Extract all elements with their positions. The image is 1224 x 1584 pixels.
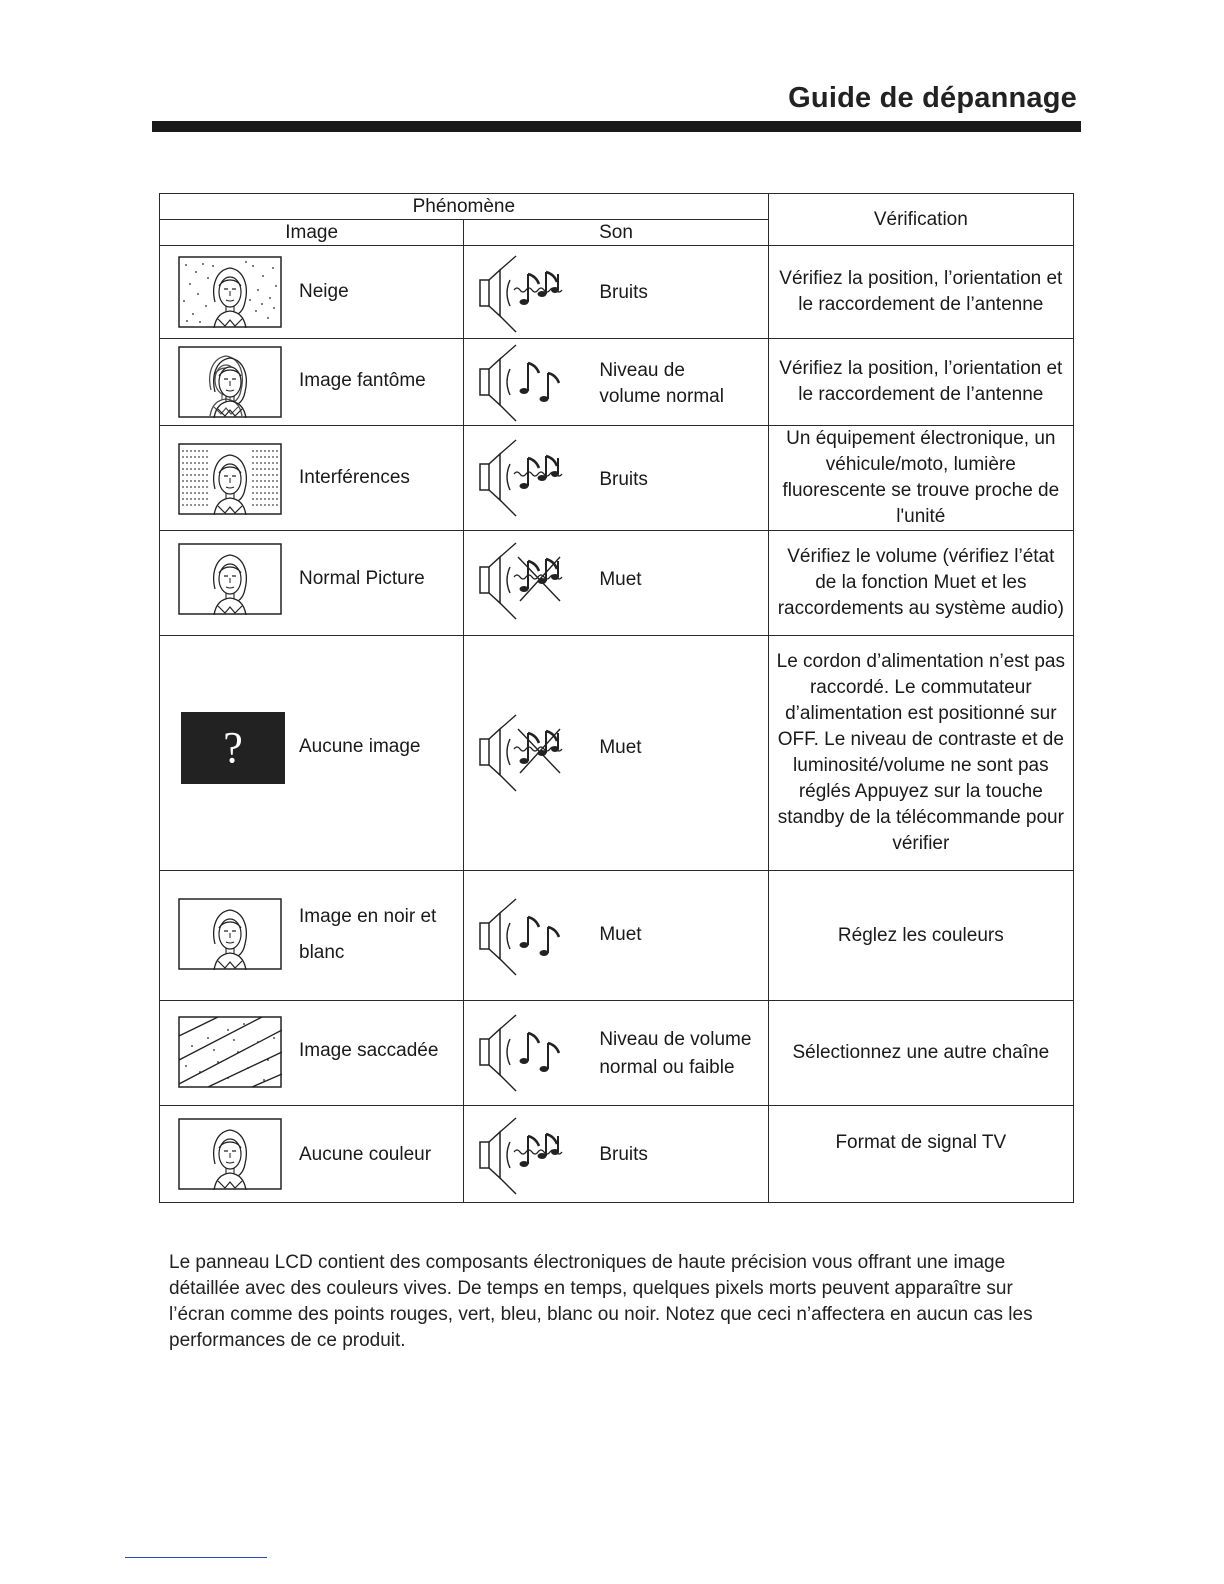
check-cell: Réglez les couleurs: [768, 871, 1073, 1001]
table-row: [160, 871, 1074, 1001]
interference-picture-icon: [178, 443, 282, 515]
no-color-picture-icon: [178, 1118, 282, 1190]
sound-label: Muet: [599, 737, 642, 758]
check-cell: Un équipement électronique, un véhicule/moto, lumière fluorescente se trouve proche de l'unité: [768, 426, 1073, 531]
speaker-mute-icon: [478, 537, 578, 627]
no-picture-icon: ?: [181, 712, 285, 784]
image-cell: [160, 1106, 464, 1203]
ghost-picture-icon: [178, 346, 282, 418]
page-title: Guide de dépannage: [788, 82, 1077, 114]
table-row: [160, 426, 1074, 531]
sound-cell: [464, 1106, 768, 1203]
speaker-mute-icon: [478, 709, 578, 799]
image-cell: [160, 246, 464, 339]
black-white-picture-icon: [178, 898, 282, 970]
check-cell: Vérifiez la position, l’orientation et le raccordement de l’antenne: [768, 246, 1073, 339]
image-label: Image saccadée: [299, 1040, 439, 1061]
image-label: Image fantôme: [299, 370, 426, 391]
title-rule: [152, 121, 1081, 132]
footer-line: [125, 1557, 267, 1558]
table-row: [160, 1106, 1074, 1203]
table-row: [160, 339, 1074, 426]
check-cell: Vérifiez le volume (vérifiez l’état de la fonction Muet et les raccordements au système audio): [768, 531, 1073, 636]
speaker-noise-icon: [478, 434, 578, 524]
image-label: Neige: [299, 281, 349, 302]
sound-label: Niveau de volume normal: [599, 360, 724, 407]
image-cell: [160, 636, 464, 871]
snow-picture-icon: [178, 256, 282, 328]
image-cell: [160, 339, 464, 426]
check-cell: Vérifiez la position, l’orientation et le raccordement de l’antenne: [768, 339, 1073, 426]
image-cell: [160, 531, 464, 636]
sound-cell: [464, 426, 768, 531]
speaker-noise-icon: [478, 1112, 578, 1202]
table-row: [160, 1001, 1074, 1106]
jerky-picture-icon: [178, 1016, 282, 1088]
header-sound: Son: [464, 220, 768, 246]
image-cell: [160, 426, 464, 531]
check-cell: Le cordon d’alimentation n’est pas raccordé. Le commutateur d’alimentation est positionné sur OFF. Le niveau de contraste et de luminosité/volume ne sont pas réglés Appuyez sur la touche standby de la télécommande pour vérifier: [768, 636, 1073, 871]
sound-cell: [464, 636, 768, 871]
sound-label: Muet: [599, 569, 642, 590]
image-label: Normal Picture: [299, 568, 425, 589]
sound-label: Bruits: [599, 1144, 648, 1165]
check-cell: Sélectionnez une autre chaîne: [768, 1001, 1073, 1106]
image-cell: [160, 871, 464, 1001]
image-cell: [160, 1001, 464, 1106]
header-check: Vérification: [768, 194, 1073, 246]
sound-cell: [464, 871, 768, 1001]
normal-picture-icon: [178, 543, 282, 615]
sound-cell: [464, 339, 768, 426]
sound-cell: [464, 246, 768, 339]
sound-label: Bruits: [599, 282, 648, 303]
check-cell: Format de signal TV: [768, 1106, 1073, 1203]
table-row: [160, 246, 1074, 339]
speaker-normal-icon: [478, 893, 578, 983]
header-phenomenon: Phénomène: [160, 194, 769, 220]
image-label: Aucune image: [299, 736, 421, 757]
speaker-normal-icon: [478, 339, 578, 429]
sound-label: Muet: [599, 924, 642, 945]
footnote: Le panneau LCD contient des composants électroniques de haute précision vous offrant une image détaillée avec des couleurs vives. De temps en temps, quelques pixels morts peuvent apparaître sur l’écran comme des points rouges, vert, bleu, blanc ou noir. Notez que ceci n’affectera en aucun cas les performances de ce produit.: [169, 1252, 1033, 1351]
table-row: [160, 636, 1074, 871]
sound-label: Niveau de volume normal ou faible: [599, 1029, 752, 1078]
image-label: Image en noir et blanc: [299, 906, 437, 963]
header-image: Image: [160, 220, 464, 246]
sound-label: Bruits: [599, 469, 648, 490]
table-row: [160, 531, 1074, 636]
speaker-normal-icon: [478, 1009, 578, 1099]
image-label: Aucune couleur: [299, 1144, 432, 1165]
sound-cell: [464, 1001, 768, 1106]
image-label: Interférences: [299, 467, 410, 488]
sound-cell: [464, 531, 768, 636]
speaker-noise-icon: [478, 250, 578, 340]
troubleshooting-table: [159, 193, 1074, 1203]
